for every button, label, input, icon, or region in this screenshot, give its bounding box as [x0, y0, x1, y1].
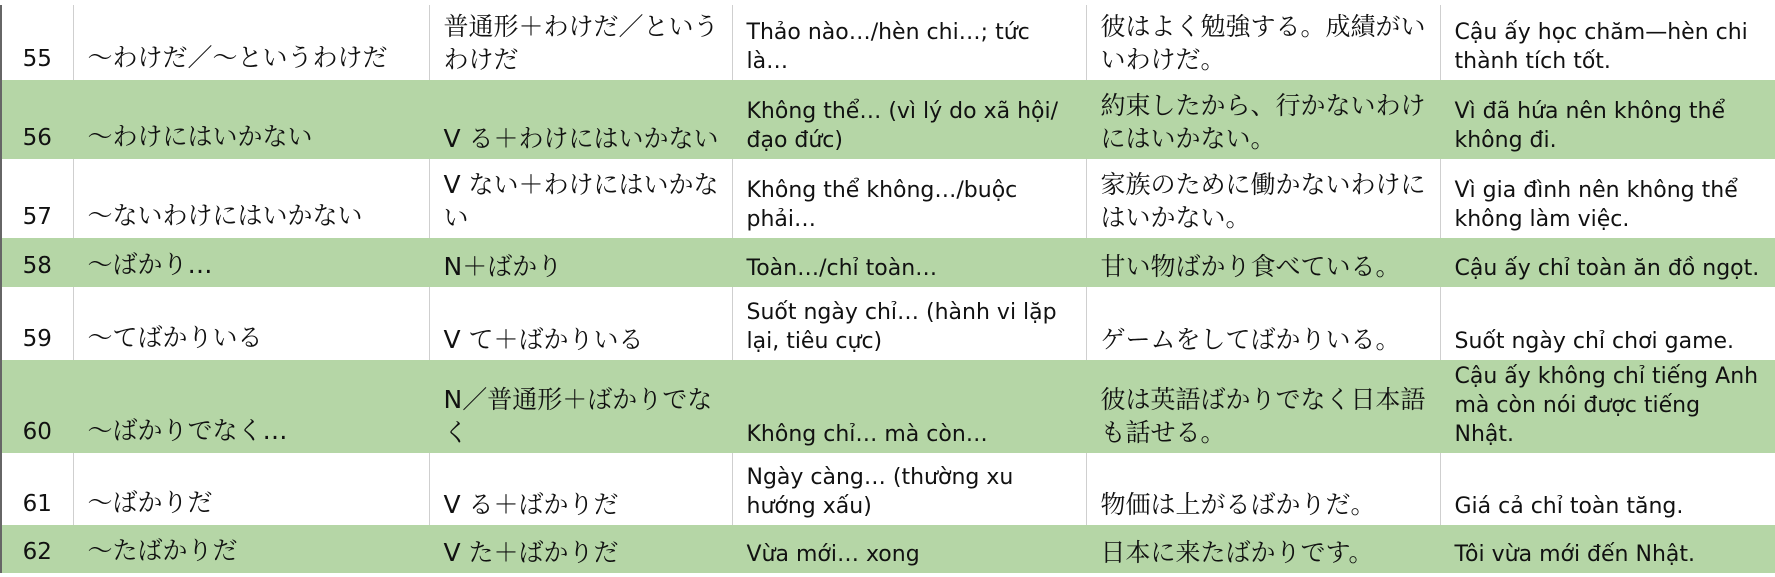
- table-row: [1, 453, 1775, 525]
- grammar-term: ～わけにはいかない: [73, 80, 429, 159]
- row-number: 58: [1, 238, 73, 287]
- row-number: 56: [1, 80, 73, 159]
- table-row: [1, 5, 1775, 80]
- grammar-table: [0, 5, 1775, 573]
- example-japanese: 家族のために働かないわけにはいかない。: [1086, 159, 1440, 238]
- grammar-structure: V て＋ばかりいる: [429, 287, 732, 360]
- table-row: [1, 159, 1775, 238]
- table-row: [1, 238, 1775, 287]
- grammar-meaning: Không thể không…/buộc phải…: [732, 159, 1086, 238]
- example-vietnamese: Cậu ấy chỉ toàn ăn đồ ngọt.: [1440, 238, 1775, 287]
- table-row: [1, 80, 1775, 159]
- example-vietnamese: Giá cả chỉ toàn tăng.: [1440, 453, 1775, 525]
- grammar-meaning: Suốt ngày chỉ… (hành vi lặp lại, tiêu cực): [732, 287, 1086, 360]
- table-row: [1, 360, 1775, 453]
- grammar-term: ～ないわけにはいかない: [73, 159, 429, 238]
- example-vietnamese: Cậu ấy học chăm—hèn chi thành tích tốt.: [1440, 5, 1775, 80]
- grammar-structure: V る＋わけにはいかない: [429, 80, 732, 159]
- grammar-structure: N／普通形＋ばかりでなく: [429, 360, 732, 453]
- example-japanese: 彼はよく勉強する。成績がいいわけだ。: [1086, 5, 1440, 80]
- row-number: 62: [1, 525, 73, 573]
- grammar-structure: V た＋ばかりだ: [429, 525, 732, 573]
- example-vietnamese: Cậu ấy không chỉ tiếng Anh mà còn nói được tiếng Nhật.: [1440, 360, 1775, 453]
- grammar-structure: V る＋ばかりだ: [429, 453, 732, 525]
- example-japanese: 彼は英語ばかりでなく日本語も話せる。: [1086, 360, 1440, 453]
- grammar-term: ～わけだ／～というわけだ: [73, 5, 429, 80]
- grammar-structure: 普通形＋わけだ／というわけだ: [429, 5, 732, 80]
- grammar-meaning: Không thể… (vì lý do xã hội/đạo đức): [732, 80, 1086, 159]
- grammar-meaning: Vừa mới… xong: [732, 525, 1086, 573]
- example-japanese: 約束したから、行かないわけにはいかない。: [1086, 80, 1440, 159]
- example-japanese: 日本に来たばかりです。: [1086, 525, 1440, 573]
- example-japanese: 甘い物ばかり食べている。: [1086, 238, 1440, 287]
- grammar-structure: N＋ばかり: [429, 238, 732, 287]
- row-number: 57: [1, 159, 73, 238]
- example-vietnamese: Suốt ngày chỉ chơi game.: [1440, 287, 1775, 360]
- grammar-term: ～てばかりいる: [73, 287, 429, 360]
- grammar-structure: V ない＋わけにはいかない: [429, 159, 732, 238]
- grammar-meaning: Ngày càng… (thường xu hướng xấu): [732, 453, 1086, 525]
- row-number: 59: [1, 287, 73, 360]
- grammar-term: ～たばかりだ: [73, 525, 429, 573]
- grammar-term: ～ばかりでなく…: [73, 360, 429, 453]
- example-japanese: 物価は上がるばかりだ。: [1086, 453, 1440, 525]
- table-row: [1, 525, 1775, 573]
- row-number: 55: [1, 5, 73, 80]
- example-japanese: ゲームをしてばかりいる。: [1086, 287, 1440, 360]
- row-number: 60: [1, 360, 73, 453]
- grammar-meaning: Không chỉ… mà còn…: [732, 360, 1086, 453]
- grammar-term: ～ばかりだ: [73, 453, 429, 525]
- example-vietnamese: Vì gia đình nên không thể không làm việc.: [1440, 159, 1775, 238]
- grammar-meaning: Thảo nào…/hèn chi…; tức là…: [732, 5, 1086, 80]
- row-number: 61: [1, 453, 73, 525]
- table-row: [1, 287, 1775, 360]
- example-vietnamese: Vì đã hứa nên không thể không đi.: [1440, 80, 1775, 159]
- example-vietnamese: Tôi vừa mới đến Nhật.: [1440, 525, 1775, 573]
- grammar-meaning: Toàn…/chỉ toàn…: [732, 238, 1086, 287]
- grammar-term: ～ばかり…: [73, 238, 429, 287]
